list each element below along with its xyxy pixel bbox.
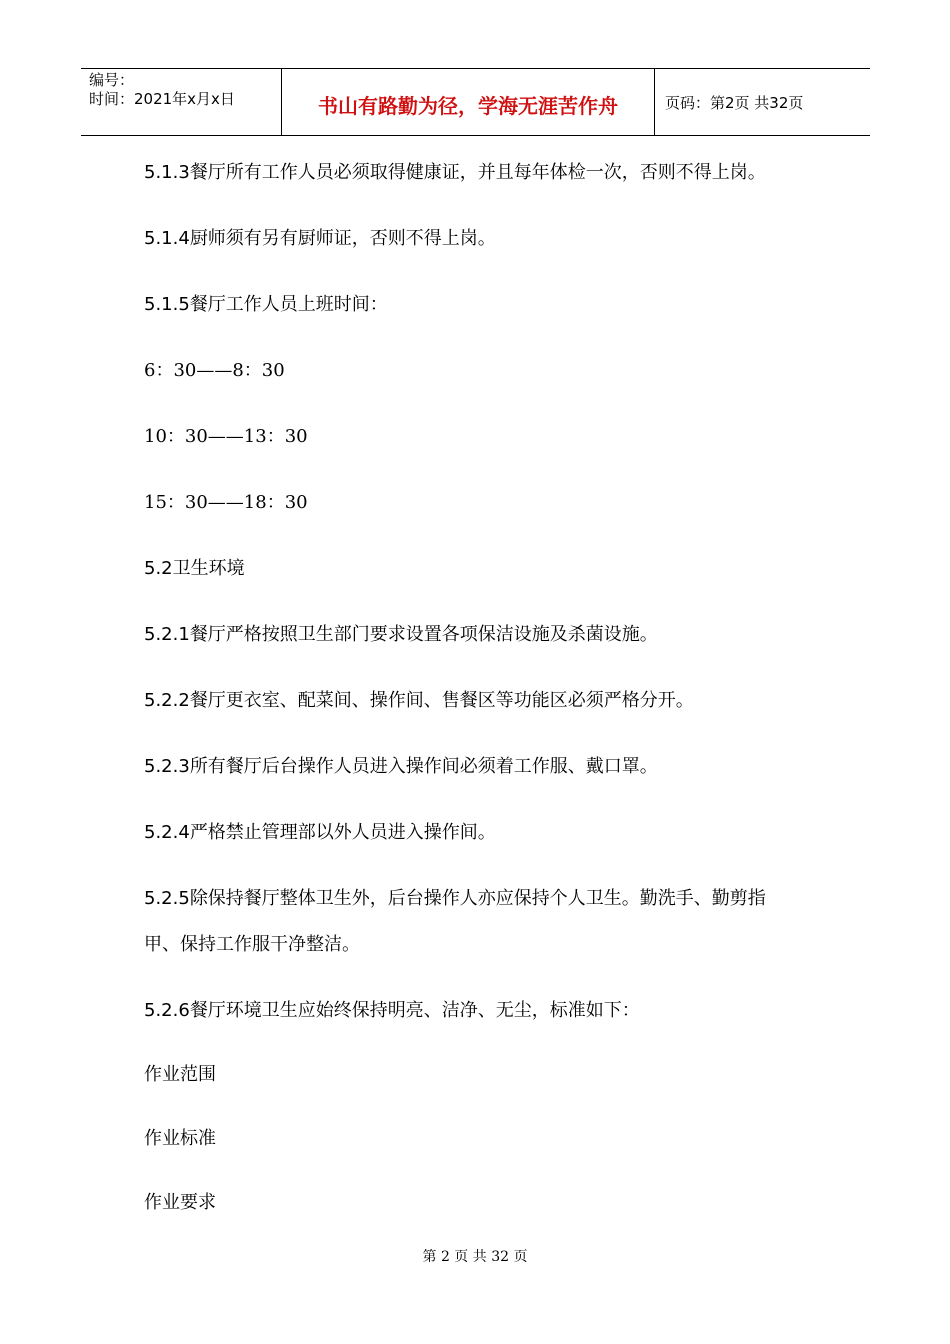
clause-number: 5.2.5 — [144, 888, 190, 909]
paragraph-text: 餐厅环境卫生应始终保持明亮、洁净、无尘，标准如下： — [189, 1000, 640, 1021]
paragraph — [144, 686, 694, 712]
schedule-time: 15：30——18：30 — [144, 492, 308, 513]
table-label: 作业要求 — [144, 1192, 216, 1213]
table-label: 作业范围 — [144, 1064, 216, 1085]
paragraph — [144, 884, 766, 910]
paragraph — [144, 620, 658, 646]
paragraph-text: 餐厅所有工作人员必须取得健康证，并且每年体检一次，否则不得上岗。 — [189, 162, 766, 183]
paragraph — [144, 996, 640, 1022]
page-footer: 第 2 页 共 32 页 — [422, 1249, 528, 1265]
header-motto: 书山有路勤为径，学海无涯苦作舟 — [282, 69, 655, 135]
schedule-time: 10：30——13：30 — [144, 426, 308, 447]
paragraph — [144, 290, 388, 316]
paragraph-text: 严格禁止管理部以外人员进入操作间。 — [189, 822, 496, 843]
paragraph — [144, 818, 496, 844]
paragraph-text: 所有餐厅后台操作人员进入操作间必须着工作服、戴口罩。 — [189, 756, 658, 777]
clause-number: 5.2.2 — [144, 690, 190, 711]
paragraph — [144, 158, 766, 184]
section-heading — [144, 554, 245, 580]
paragraph-text: 厨师须有另有厨师证，否则不得上岗。 — [189, 228, 496, 249]
clause-number: 5.2.1 — [144, 624, 190, 645]
header-page-info: 页码：第2页 共32页 — [665, 93, 804, 112]
paragraph-text: 餐厅更衣室、配菜间、操作间、售餐区等功能区必须严格分开。 — [189, 690, 694, 711]
clause-number: 5.1.4 — [144, 228, 190, 249]
header-date: 时间：2021年x月x日 — [89, 90, 235, 108]
clause-number: 5.2.3 — [144, 756, 190, 777]
paragraph-text: 餐厅严格按照卫生部门要求设置各项保洁设施及杀菌设施。 — [189, 624, 658, 645]
paragraph-text: 餐厅工作人员上班时间： — [189, 294, 388, 315]
table-label: 作业标准 — [144, 1128, 216, 1149]
paragraph-text: 除保持餐厅整体卫生外，后台操作人亦应保持个人卫生。勤洗手、勤剪指 — [189, 888, 766, 909]
schedule-time: 6：30——8：30 — [144, 360, 285, 381]
page-header — [81, 68, 870, 136]
clause-number: 5.2.6 — [144, 1000, 190, 1021]
clause-number: 5.1.5 — [144, 294, 190, 315]
clause-number: 5.1.3 — [144, 162, 190, 183]
paragraph — [144, 224, 496, 250]
clause-number: 5.2.4 — [144, 822, 190, 843]
paragraph-text: 卫生环境 — [172, 558, 245, 579]
paragraph-continuation: 甲、保持工作服干净整洁。 — [144, 934, 360, 955]
header-code-label: 编号： — [89, 71, 135, 89]
paragraph — [144, 752, 658, 778]
clause-number: 5.2 — [144, 558, 173, 579]
header-meta — [81, 69, 282, 135]
